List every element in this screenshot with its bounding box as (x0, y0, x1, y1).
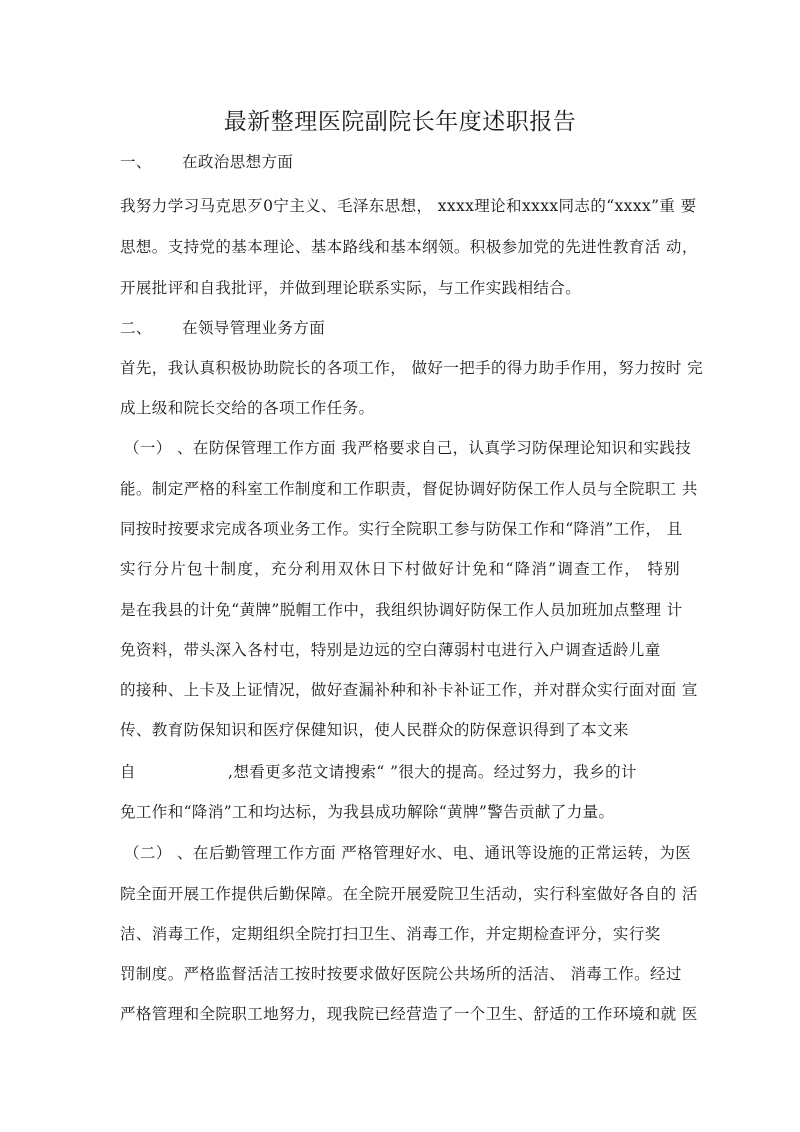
document-title: 最新整理医院副院长年度述职报告 (223, 109, 577, 135)
section-heading-1 (120, 152, 293, 172)
paragraph-line: 免资料，带头深入各村屯，特别是边远的空白薄弱村屯进行入户调查适龄儿童 (120, 641, 661, 659)
section-title: 在政治思想方面 (182, 153, 294, 171)
paragraph-line: 院全面开展工作提供后勤保障。在全院开展爱院卫生活动，实行科室做好各自的 活 (120, 885, 698, 903)
paragraph-line: 罚制度。严格监督活洁工按时按要求做好医院公共场所的活洁、 消毒工作。经过 (120, 965, 682, 983)
paragraph-line: 严格管理和全院职工地努力，现我院已经营造了一个卫生、舒适的工作环境和就 医 (120, 1005, 698, 1023)
paragraph-line: 免工作和“降消”工和均达标，为我县成功解除“黄牌”警告贡献了力量。 (120, 803, 615, 821)
paragraph-line: 是在我县的计免“黄牌”脱帽工作中，我组织协调好防保工作人员加班加点整理 计 (120, 601, 683, 619)
paragraph-line: ,想看更多范文请搜索“ ”很大的提高。经过努力，我乡的计 (228, 763, 637, 781)
paragraph-line: （一） 、在防保管理工作方面 我严格要求自己，认真学习防保理论知识和实践技 (124, 439, 692, 457)
paragraph-line: 首先，我认真积极协助院长的各项工作， 做好一把手的得力助手作用，努力按时 完 (120, 359, 704, 377)
paragraph-line: （二） 、在后勤管理工作方面 严格管理好水、电、通讯等设施的正常运转，为医 (124, 844, 692, 862)
paragraph-line: 我努力学习马克思歹0宁主义、毛泽东思想， xxxx理论和xxxx同志的“xxxx”重 要 (120, 197, 697, 215)
section-number: 二、 (120, 319, 152, 337)
paragraph-line: 成上级和院长交给的各项工作任务。 (120, 399, 375, 417)
paragraph-line: 自 (120, 763, 136, 781)
section-heading-2 (120, 318, 325, 338)
section-number: 一、 (120, 153, 152, 171)
paragraph-line: 传、教育防保知识和医疗保健知识，使人民群众的防保意识得到了本文来 (120, 721, 629, 739)
paragraph-line: 洁、消毒工作，定期组织全院打扫卫生、消毒工作，并定期检查评分，实行奖 (120, 925, 661, 943)
paragraph-line: 的接种、上卡及上证情况，做好查漏补种和补卡补证工作，并对群众实行面对面 宣 (120, 681, 698, 699)
paragraph-line: 思想。支持党的基本理论、基本路线和基本纲领。积极参加党的先进性教育活 动， (120, 238, 698, 256)
section-title: 在领导管理业务方面 (182, 319, 326, 337)
paragraph-line: 实行分片包十制度，充分利用双休日下村做好计免和“降消”调查工作， 特别 (120, 560, 680, 578)
paragraph-line: 开展批评和自我批评，并做到理论联系实际，与工作实践相结合。 (120, 279, 582, 297)
paragraph-line: 同按时按要求完成各项业务工作。实行全院职工参与防保工作和“降消”工作， 且 (120, 520, 683, 538)
paragraph-line: 能。制定严格的科室工作制度和工作职责，督促协调好防保工作人员与全院职工 共 (120, 480, 698, 498)
